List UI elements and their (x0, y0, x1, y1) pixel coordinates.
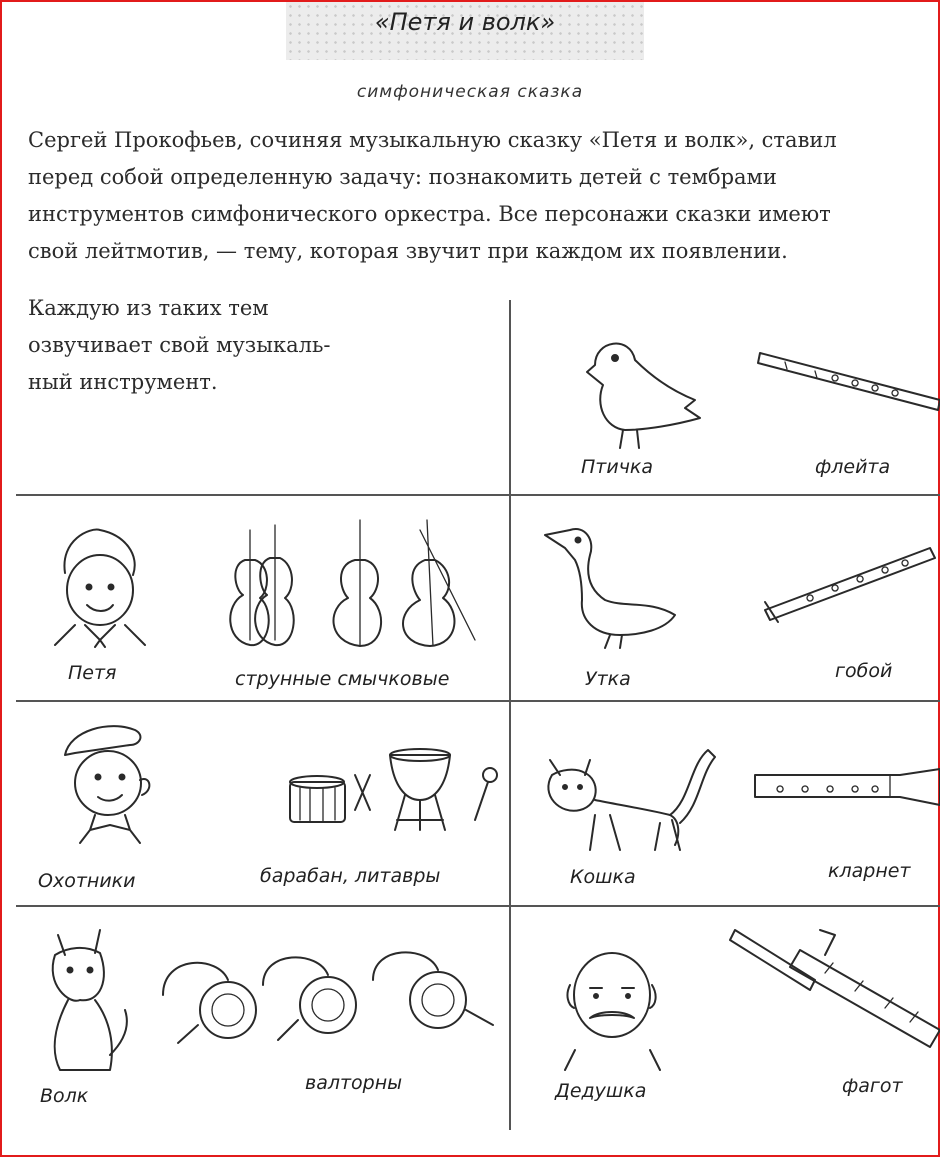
label-wolf: Волк (40, 1085, 89, 1107)
grid-row-divider (16, 700, 940, 702)
page-title: «Петя и волк» (374, 8, 556, 36)
subtitle: симфоническая сказка (356, 82, 584, 102)
grid-row-divider (16, 494, 940, 496)
intro-line: Каждую из таких тем (28, 296, 269, 320)
paragraph-line: перед собой определенную задачу: познакомить детей с тембрами (28, 165, 777, 189)
intro-text (28, 290, 488, 401)
paragraph-line: свой лейтмотив, — тему, которая звучит при каждом их появлении. (28, 239, 788, 263)
label-hunters: Охотники (38, 870, 136, 892)
flute-icon (755, 345, 940, 415)
intro-line: озвучивает свой музыкаль- (28, 333, 331, 357)
label-bird: Птичка (581, 456, 654, 478)
clarinet-icon (750, 765, 940, 815)
paragraph-line: инструментов симфонического оркестра. Все персонажи сказки имеют (28, 202, 831, 226)
label-clarinet: кларнет (828, 860, 911, 882)
cat-icon (540, 745, 720, 855)
string-instruments-icon (215, 520, 505, 650)
label-flute: флейта (815, 456, 891, 478)
label-horns: валторны (305, 1072, 403, 1094)
label-grandpa: Дедушка (555, 1080, 647, 1102)
label-cat: Кошка (570, 866, 636, 888)
label-petya: Петя (68, 662, 117, 684)
bassoon-icon (725, 925, 940, 1065)
label-duck: Утка (585, 668, 631, 690)
label-drums: барабан, литавры (260, 865, 441, 887)
wolf-icon (40, 925, 140, 1075)
petya-icon (45, 525, 165, 650)
intro-paragraph (28, 122, 940, 270)
label-oboe: гобой (835, 660, 893, 682)
oboe-icon (760, 540, 940, 625)
label-bassoon: фагот (842, 1075, 903, 1097)
hunter-icon (50, 715, 180, 845)
grid-vertical-divider (509, 300, 511, 1130)
duck-icon (540, 520, 685, 650)
drums-icon (285, 740, 500, 840)
horns-icon (158, 945, 503, 1055)
grandpa-icon (560, 940, 670, 1075)
paragraph-line: Сергей Прокофьев, сочиняя музыкальную сказку «Петя и волк», ставил (28, 128, 837, 152)
intro-line: ный инструмент. (28, 370, 218, 394)
label-strings: струнные смычковые (235, 668, 450, 690)
grid-row-divider (16, 905, 940, 907)
bird-icon (575, 330, 715, 450)
